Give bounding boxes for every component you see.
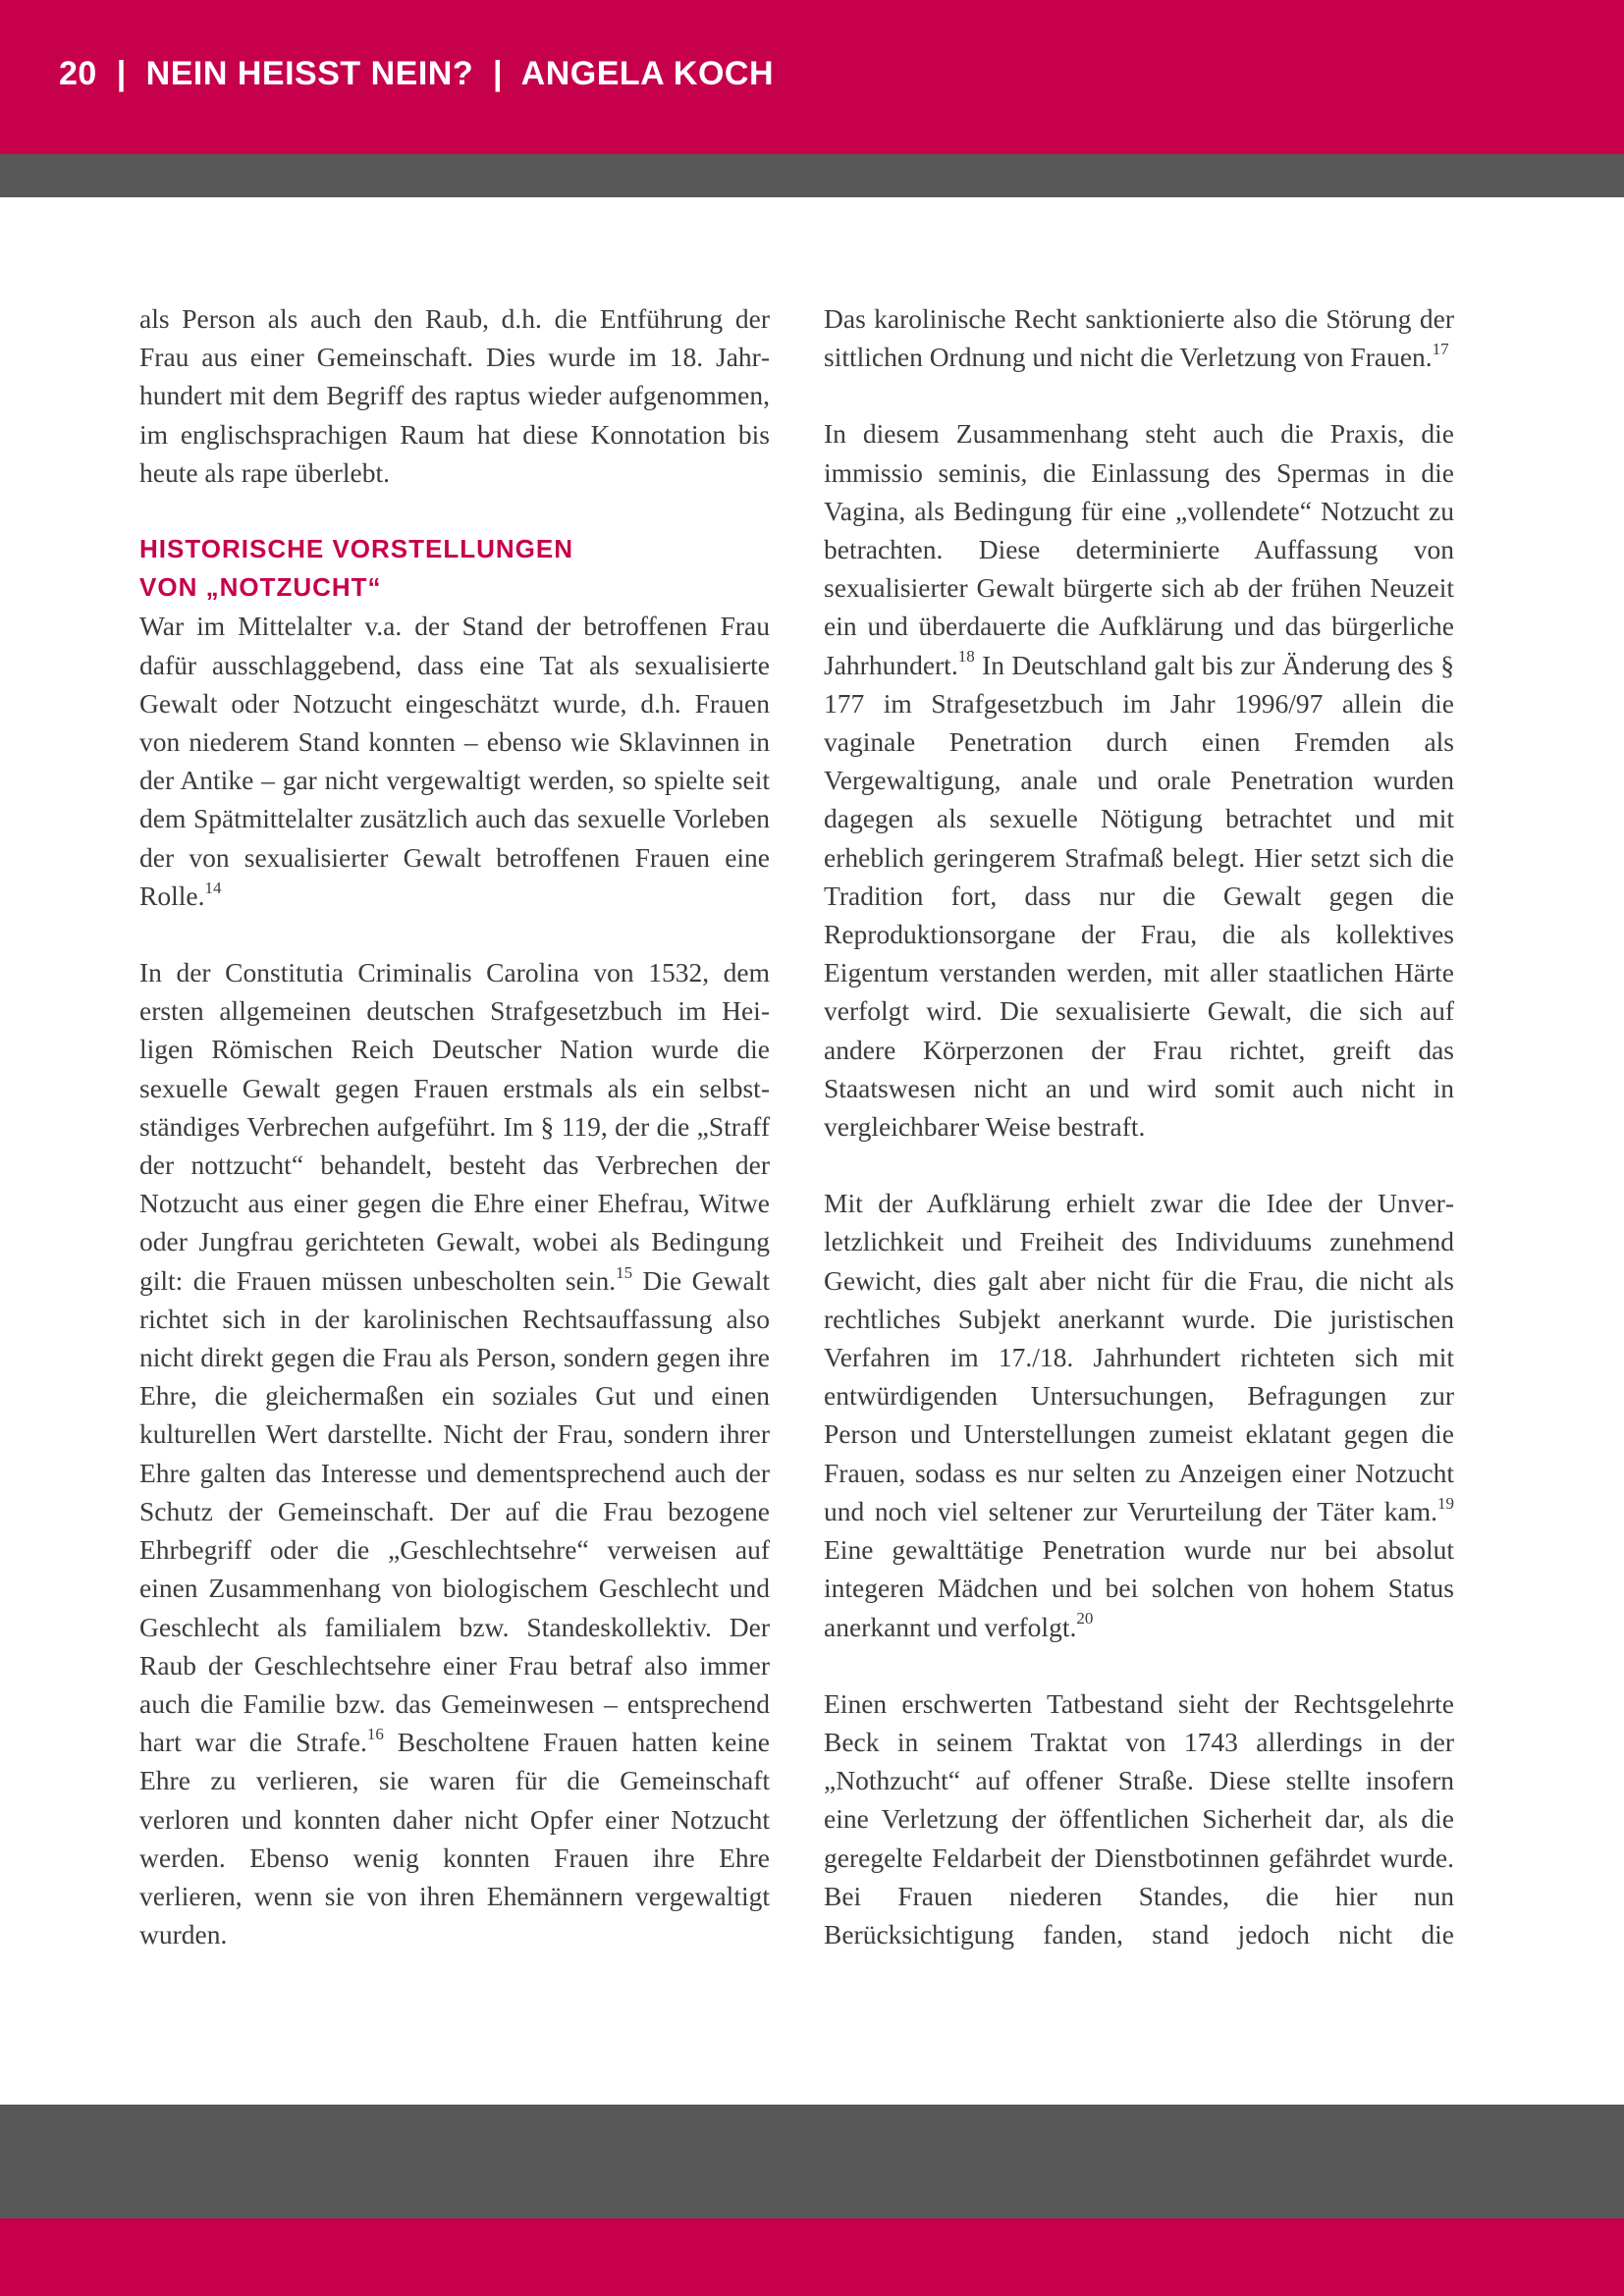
running-header <box>59 55 774 93</box>
paragraph-text: In Deutschland galt bis zur Änderung des § 177 im Strafgesetzbuch im Jahr 1996/97 allein die vaginale Penetration durch einen Fremden als Vergewaltigung, anale und orale Penetration wurden dagegen als sexuelle Nötigung betrachtet und mit erheblich geringerem Strafmaß belegt. Hier setzt sich die Tradition fort, dass nur die Gewalt gegen die Reproduktionsorgane der Frau, die als kollektives Eigentum verstanden werden, mit aller staatlichen Härte verfolgt wird. Die sexualisierte Gewalt, die sich auf andere Körperzonen der Frau richtet, greift das Staatswesen nicht an und wird somit auch nicht in vergleichbarer Weise bestraft. <box>824 649 1454 1143</box>
paragraph-text: Mit der Aufklärung erhielt zwar die Idee der Unverletzlichkeit und Freiheit des Individuums zunehmend Gewicht, dies galt aber nicht für die Frau, die nicht als rechtliches Subjekt anerkannt wurde. Die juristischen Verfahren im 17./18. Jahrhundert richteten sich mit entwürdigenden Untersuchungen, Befragungen zur Person und Unterstellungen zumeist eklatant gegen die Frauen, sodass es nur selten zu Anzeigen einer Notzucht und noch viel seltener zur Verurteilung der Täter kam. <box>824 1188 1454 1526</box>
section-heading <box>139 530 770 607</box>
body-paragraph <box>139 607 770 915</box>
footnote-ref: 20 <box>1076 1609 1094 1629</box>
footnote-ref: 18 <box>957 647 975 667</box>
body-paragraph: als Person als auch den Raub, d.h. die Entführung der Frau aus einer Gemeinschaft. Dies wurde im 18. Jahrhundert mit dem Begriff des raptus wieder aufgenommen, im englischsprachigen Raum hat diese Konnotation bis heute als rape überlebt. <box>139 303 770 488</box>
paragraph-text: Die Gewalt richtet sich in der karolinischen Rechtsauffassung also nicht direkt gegen die Frau als Person, sondern gegen ihre Ehre, die gleichermaßen ein soziales Gut und einen kulturellen Wert darstellte. Nicht der Frau, sondern ihrer Ehre galten das Interesse und dementsprechend auch der Schutz der Gemeinschaft. Der auf die Frau bezogene Ehrbegriff oder die „Geschlechtsehre“ verweisen auf einen Zusammenhang von biologischem Geschlecht und Geschlecht als familialem bzw. Standeskollektiv. Der Raub der Geschlechtsehre einer Frau betraf also immer auch die Familie bzw. das Gemeinwesen – entsprechend hart war die Strafe. <box>139 1264 771 1758</box>
page-footer <box>0 2218 1624 2296</box>
paragraph-text: Eine gewalttätige Penetration wurde nur bei absolut integeren Mädchen und bei solchen von hohem Status anerkannt und verfolgt. <box>824 1534 1454 1642</box>
footnote-ref: 14 <box>204 878 222 897</box>
body-paragraph: Einen erschwerten Tatbestand sieht der Rechtsgelehrte Beck in seinem Traktat von 1743 allerdings in der „Nothzucht“ auf offener Straße. Diese stellte insofern eine Verletzung der öffentlichen Sicherheit dar, als die geregelte Feldarbeit der Dienstbotinnen gefährdet wurde. Bei Frauen niederen Standes, die hier nun Berücksichtigung fanden, stand jedoch nicht die <box>824 1687 1454 1949</box>
section-heading-line: VON „NOTZUCHT“ <box>139 572 382 603</box>
right-column <box>824 299 1454 1953</box>
footnote-ref: 15 <box>616 1262 633 1282</box>
paragraph-text: War im Mittelalter v.a. der Stand der betroffenen Frau dafür ausschlaggebend, dass eine Tat als sexualisierte Gewalt oder Notzucht eingeschätzt wurde, d.h. Frauen von niederem Stand konnten – ebenso wie Sklavinnen in der Antike – gar nicht vergewaltigt werden, so spielte seit dem Spätmittelalter zusätzlich auch das sexuelle Vorleben der von sexualisierter Gewalt betroffenen Frauen eine Rolle. <box>139 611 770 911</box>
paragraph-text: In diesem Zusammenhang steht auch die Praxis, die immissio seminis, die Einlassung des Spermas in die Vagina, als Bedingung für eine „vollendete“ Notzucht zu betrachten. Diese determinierte Auffassung von sexualisierter Gewalt bürgerte sich ab der frühen Neuzeit ein und überdauerte die Aufklärung und das bürgerliche Jahrhundert. <box>824 418 1454 680</box>
publication-title: NEIN HEISST NEIN? <box>145 55 474 92</box>
footnote-ref: 16 <box>366 1724 384 1743</box>
paragraph-text: Bescholtene Frauen hatten keine Ehre zu verlieren, sie waren für die Gemeinschaft verloren und konnten daher nicht Opfer einer Notzucht werden. Ebenso wenig konnten Frauen ihre Ehre verlieren, wenn sie von ihren Ehemännern vergewaltigt wurden. <box>139 1727 770 1950</box>
body-paragraph <box>824 299 1454 376</box>
page-header <box>0 0 1624 154</box>
body-paragraph <box>824 414 1454 1146</box>
body-paragraph <box>824 1184 1454 1645</box>
paragraph-text: In der Constitutia Criminalis Carolina von 1532, dem ersten allgemeinen deutschen Strafgesetzbuch im Heiligen Römischen Reich Deutscher Nation wurde die sexuelle Gewalt gegen Frauen erstmals als ein selbstständiges Verbrechen aufgeführt. Im § 119, der die „Straff der nottzucht“ behandelt, besteht das Verbrechen der Notzucht aus einer gegen die Ehre einer Ehefrau, Witwe oder Jungfrau gerichteten Gewalt, wobei als Bedingung gilt: die Frauen müssen unbescholten sein. <box>139 957 770 1296</box>
footnote-ref: 19 <box>1437 1493 1454 1513</box>
footer-band <box>0 2105 1624 2218</box>
paragraph-text: Das karolinische Recht sanktionierte also die Störung der sittlichen Ordnung und nicht die Verletzung von Frauen. <box>824 303 1454 373</box>
author-name: ANGELA KOCH <box>520 55 775 92</box>
left-column <box>139 299 770 1953</box>
page-number: 20 <box>59 55 97 92</box>
footnote-ref: 17 <box>1432 340 1449 359</box>
section-heading-line: HISTORISCHE VORSTELLUNGEN <box>139 534 574 564</box>
header-separator: | <box>493 55 504 92</box>
header-band <box>0 154 1624 197</box>
body-paragraph <box>139 953 770 1953</box>
header-separator: | <box>116 55 127 92</box>
